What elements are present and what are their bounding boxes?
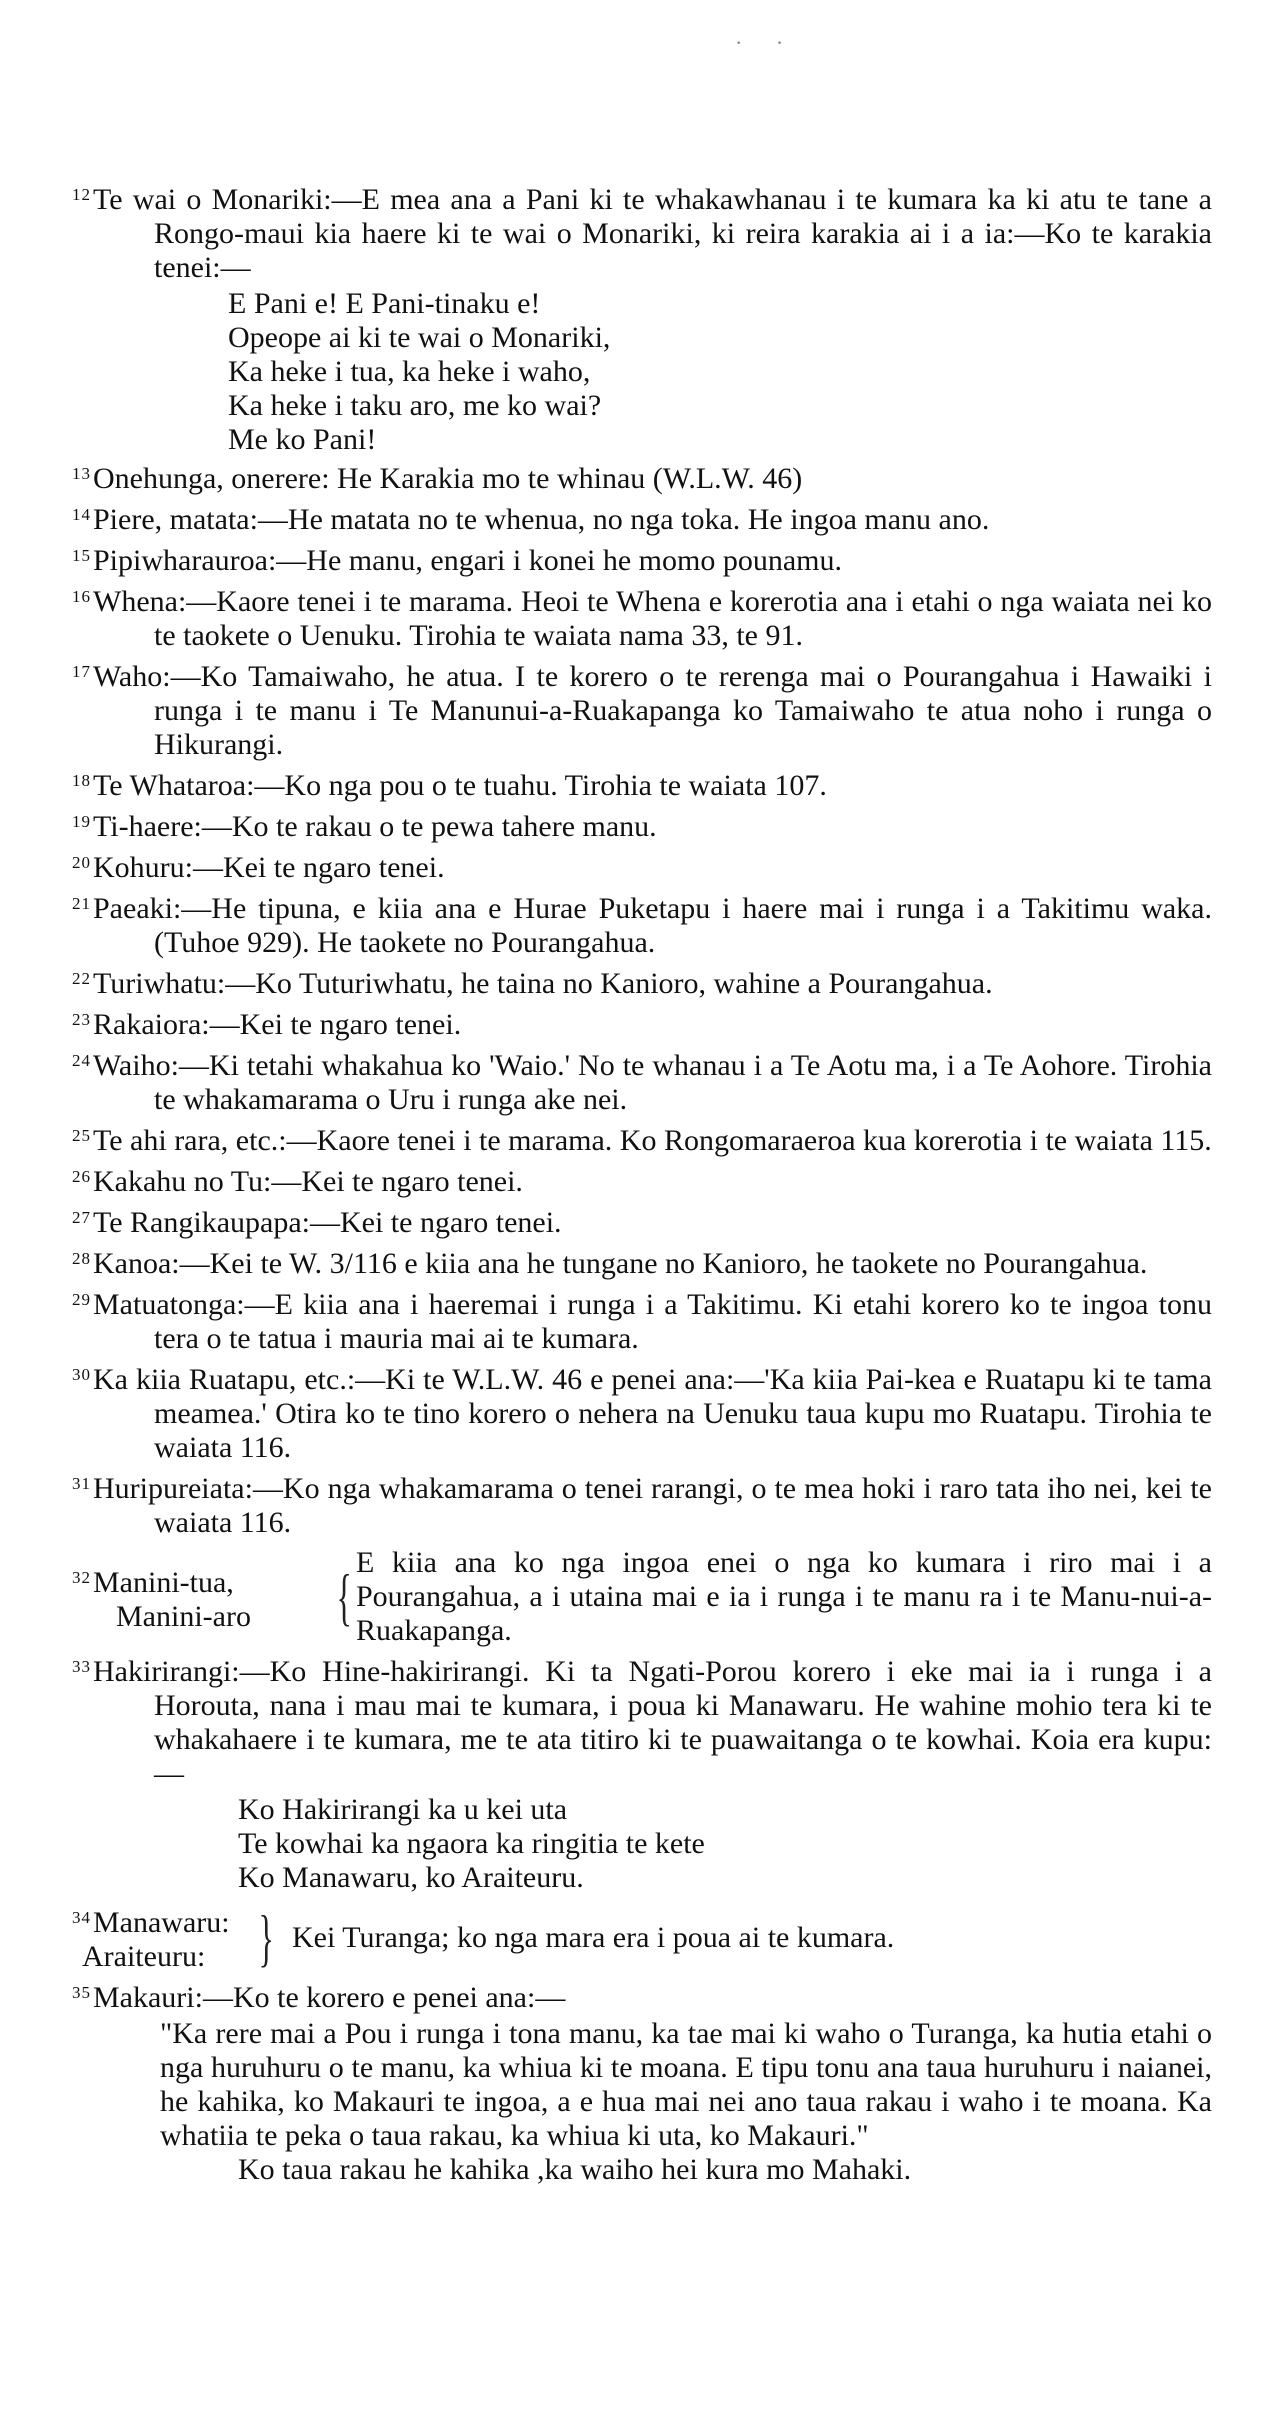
note-34 (72, 1901, 1212, 1974)
note-32-text: E kiia ana ko nga ingoa enei o nga ko kumara i riro mai i a Pourangahua, a i utaina mai e ia i runga i te manu ra i te Manu-nui-a-Ruakapanga. (356, 1546, 1212, 1647)
note-number: 31 (72, 1474, 91, 1493)
note-number: 12 (72, 185, 91, 204)
note-number: 35 (72, 1983, 91, 2002)
note-20 (72, 846, 1212, 885)
verse-line: Ko Manawaru, ko Araiteuru. (238, 1861, 584, 1894)
note-12-verse (72, 287, 1212, 457)
note-text: Waho:—Ko Tamaiwaho, he atua. I te korero o te rerenga mai o Pourangahua i Hawaiki i runga i te manu i Te Manunui-a-Ruakapanga ko Tamaiwaho te atua noho i runga o Hikurangi. (93, 660, 1212, 761)
note-text: Ti-haere:—Ko te rakau o te pewa tahere manu. (93, 810, 657, 843)
note-32-terms (72, 1561, 330, 1634)
note-number: 27 (72, 1208, 91, 1227)
note-text: Turiwhatu:—Ko Tuturiwhatu, he taina no Kanioro, wahine a Pourangahua. (93, 967, 993, 1000)
note-number: 21 (72, 894, 91, 913)
note-number: 19 (72, 812, 91, 831)
brace-icon: { (336, 1561, 352, 1632)
note-16 (72, 580, 1212, 653)
note-text: Huripureiata:—Ko nga whakamarama o tenei rarangi, o te mea hoki i raro tata iho nei, kei te waiata 116. (93, 1472, 1212, 1539)
header-marks: · · (735, 30, 798, 55)
note-22 (72, 962, 1212, 1001)
note-text: Piere, matata:—He matata no te whenua, no nga toka. He ingoa manu ano. (93, 503, 990, 536)
note-33-verse (72, 1793, 1212, 1895)
note-35-quote: "Ka rere mai a Pou i runga i tona manu, ka tae mai ki waho o Turanga, ka hutia etahi o nga huruhuru o te manu, ka whiua ki te moana. E tipu tonu ana taua huruhuru i naianei, he kahika, ko Makauri te ingoa, a e hua mai nei ano taua rakau i waho i te moana. Ka whatiia te peka o taua rakau, ka whiua ki uta, ko Makauri." (160, 2017, 1212, 2152)
note-text: Ka kiia Ruatapu, etc.:—Ki te W.L.W. 46 e penei ana:—'Ka kiia Pai-kea e Ruatapu ki te tama meamea.' Otira ko te tino korero o nehera na Uenuku taua kupu mo Ruatapu. Tirohia te waiata 116. (93, 1363, 1212, 1464)
note-number: 23 (72, 1010, 91, 1029)
note-number: 13 (72, 464, 91, 483)
note-35-closing: Ko taua rakau he kahika ,ka waiho hei kura mo Mahaki. (238, 2153, 912, 2186)
verse-line: Te kowhai ka ngaora ka ringitia te kete (238, 1827, 705, 1860)
note-33 (72, 1650, 1212, 1791)
brace-icon: } (258, 1901, 274, 1973)
note-17 (72, 655, 1212, 762)
verse-line: Ko Hakirirangi ka u kei uta (238, 1793, 568, 1826)
note-text: Te ahi rara, etc.:—Kaore tenei i te marama. Ko Rongomaraeroa kua korerotia i te waiata 115. (93, 1124, 1212, 1157)
note-text: Waiho:—Ki tetahi whakahua ko 'Waio.' No te whanau i a Te Aotu ma, i a Te Aohore. Tirohia te whakamarama o Uru i runga ake nei. (93, 1049, 1212, 1116)
note-32 (72, 1546, 1212, 1648)
note-number: 20 (72, 853, 91, 872)
verse-line: E Pani e! E Pani-tinaku e! (228, 287, 541, 320)
note-32-term-1: Manini-tua, (93, 1565, 234, 1599)
note-29 (72, 1283, 1212, 1356)
note-text: Kanoa:—Kei te W. 3/116 e kiia ana he tungane no Kanioro, he taokete no Pourangahua. (93, 1247, 1148, 1280)
note-text: Kohuru:—Kei te ngaro tenei. (93, 851, 445, 884)
note-number: 30 (72, 1365, 91, 1384)
note-number: 16 (72, 587, 91, 606)
note-number: 29 (72, 1290, 91, 1309)
note-34-term-1: Manawaru: (93, 1906, 230, 1939)
note-18 (72, 764, 1212, 803)
note-26 (72, 1160, 1212, 1199)
note-24 (72, 1044, 1212, 1117)
note-32-term-2: Manini-aro (116, 1599, 251, 1633)
note-number: 32 (72, 1567, 91, 1587)
note-12 (72, 178, 1212, 285)
note-34-term-2: Araiteuru: (82, 1940, 206, 1973)
note-text: Te wai o Monariki:—E mea ana a Pani ki te whakawhanau i te kumara ka ki atu te tane a Rongo-maui kia haere ki te wai o Monariki, ki reira karakia ai i a ia:—Ko te karakia tenei:— (93, 183, 1212, 284)
note-number: 25 (72, 1126, 91, 1145)
notes-list (72, 178, 1212, 1540)
note-31 (72, 1467, 1212, 1540)
note-13 (72, 457, 1212, 496)
note-35 (72, 1976, 1212, 2015)
note-number: 24 (72, 1051, 91, 1070)
notes-column (72, 178, 1212, 2187)
note-text: Matuatonga:—E kiia ana i haeremai i runga i a Takitimu. Ki etahi korero ko te ingoa tonu tera o te tatua i mauria mai ai te kumara. (93, 1288, 1212, 1355)
note-25 (72, 1119, 1212, 1158)
note-text: Rakaiora:—Kei te ngaro tenei. (93, 1008, 462, 1041)
note-number: 18 (72, 771, 91, 790)
note-text: Whena:—Kaore tenei i te marama. Heoi te Whena e korerotia ana i etahi o nga waiata nei ko te taokete o Uenuku. Tirohia te waiata nama 33, te 91. (93, 585, 1212, 652)
note-15 (72, 539, 1212, 578)
note-14 (72, 498, 1212, 537)
note-30 (72, 1358, 1212, 1465)
note-35-text: Makauri:—Ko te korero e penei ana:— (93, 1981, 566, 2014)
note-number: 22 (72, 969, 91, 988)
note-text: Paeaki:—He tipuna, e kiia ana e Hurae Puketapu i haere mai i runga i a Takitimu waka. (Tuhoe 929). He taokete no Pourangahua. (93, 892, 1212, 959)
verse-line: Ka heke i taku aro, me ko wai? (228, 389, 602, 422)
note-number: 17 (72, 662, 91, 681)
note-text: Te Whataroa:—Ko nga pou o te tuahu. Tirohia te waiata 107. (93, 769, 827, 802)
note-34-text: Kei Turanga; ko nga mara era i poua ai te kumara. (292, 1920, 895, 1954)
note-number: 33 (72, 1657, 91, 1676)
note-28 (72, 1242, 1212, 1281)
note-text: Te Rangikaupapa:—Kei te ngaro tenei. (93, 1206, 562, 1239)
note-number: 14 (72, 505, 91, 524)
note-text: Onehunga, onerere: He Karakia mo te whinau (W.L.W. 46) (93, 462, 803, 495)
verse-line: Opeope ai ki te wai o Monariki, (228, 321, 611, 354)
note-27 (72, 1201, 1212, 1240)
note-text: Kakahu no Tu:—Kei te ngaro tenei. (93, 1165, 523, 1198)
note-number: 26 (72, 1167, 91, 1186)
note-34-terms (72, 1901, 252, 1974)
verse-line: Me ko Pani! (228, 423, 377, 456)
note-23 (72, 1003, 1212, 1042)
note-number: 34 (72, 1908, 91, 1927)
verse-line: Ka heke i tua, ka heke i waho, (228, 355, 591, 388)
note-19 (72, 805, 1212, 844)
note-21 (72, 887, 1212, 960)
note-33-text: Hakirirangi:—Ko Hine-hakirirangi. Ki ta Ngati-Porou korero i eke mai ia i runga i a Horouta, nana i mau mai te kumara, i poua ki Manawaru. He wahine mohio tera ki te whakahaere i te kumara, me te ata titiro ki te puawaitanga o te kowhai. Koia era kupu:— (93, 1655, 1212, 1790)
note-text: Pipiwharauroa:—He manu, engari i konei he momo pounamu. (93, 544, 842, 577)
note-number: 15 (72, 546, 91, 565)
note-number: 28 (72, 1249, 91, 1268)
